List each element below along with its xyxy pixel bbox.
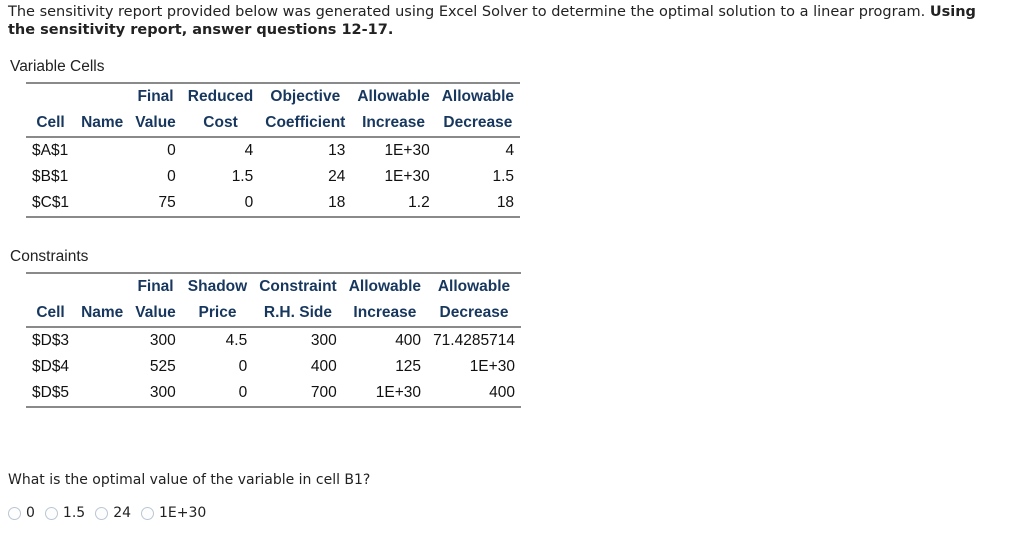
radio-button[interactable] xyxy=(8,507,21,520)
table-row xyxy=(26,354,521,380)
table-cell: 700 xyxy=(253,380,343,407)
table-row xyxy=(26,137,520,164)
table-cell: 0 xyxy=(182,190,259,217)
table-cell: 0 xyxy=(167,142,176,159)
table-cell: 400 xyxy=(427,380,521,407)
constraints-header-row1 xyxy=(26,273,521,300)
table-row xyxy=(26,164,520,190)
table-cell: 1.5 xyxy=(492,168,515,185)
header-cell: Cost xyxy=(182,110,259,137)
header-cell: Increase xyxy=(351,110,435,137)
table-row xyxy=(26,327,521,354)
header-cell: Shadow xyxy=(182,273,253,300)
constraints-title: Constraints xyxy=(10,248,89,265)
header-cell: Allowable xyxy=(351,83,435,110)
option-label: 1.5 xyxy=(62,505,86,521)
table-cell: 300 xyxy=(149,332,176,349)
answer-option-24[interactable] xyxy=(95,505,131,521)
table-cell: 400 xyxy=(395,332,422,349)
radio-button[interactable] xyxy=(141,507,154,520)
table-cell: 400 xyxy=(310,358,337,375)
variable-cells-title: Variable Cells xyxy=(10,58,105,75)
table-cell: $A$1 xyxy=(32,142,69,159)
question-text: What is the optimal value of the variable in cell B1? xyxy=(8,472,371,488)
table-cell xyxy=(75,164,129,190)
table-cell: 1E+30 xyxy=(384,142,430,159)
table-cell: $C$1 xyxy=(26,190,75,217)
table-cell xyxy=(75,190,129,217)
header-cell: Allowable xyxy=(427,273,521,300)
table-cell: 1.5 xyxy=(231,168,254,185)
answer-option-0[interactable] xyxy=(8,505,35,521)
header-cell: Name xyxy=(75,300,129,327)
table-row xyxy=(26,380,521,407)
table-cell: 1.2 xyxy=(351,190,435,217)
table-cell: 0 xyxy=(238,358,248,375)
table-cell: 525 xyxy=(149,358,176,375)
header-cell: Cell xyxy=(26,300,75,327)
header-cell: Coefficient xyxy=(259,110,351,137)
header-cell: Objective xyxy=(259,83,351,110)
table-cell: 71.4285714 xyxy=(433,332,515,349)
table-cell: $B$1 xyxy=(32,168,69,185)
header-cell: Cell xyxy=(26,110,75,137)
header-cell: Constraint xyxy=(253,273,343,300)
option-label: 0 xyxy=(26,505,35,521)
table-cell: 4 xyxy=(505,142,515,159)
option-label: 24 xyxy=(113,505,132,521)
table-cell xyxy=(75,354,129,380)
table-cell xyxy=(75,137,129,164)
header-cell xyxy=(75,83,129,110)
variable-cells-header-row1 xyxy=(26,83,520,110)
header-cell: Final xyxy=(129,273,182,300)
intro-plain: The sensitivity report provided below was generated using Excel Solver to determine the optimal solution to a linear program. xyxy=(8,4,930,20)
intro-bold: Using the sensitivity report, answer questions 12-17. xyxy=(8,4,976,38)
answer-options xyxy=(8,505,216,521)
header-cell: R.H. Side xyxy=(253,300,343,327)
header-cell xyxy=(75,273,129,300)
table-cell: 4.5 xyxy=(225,332,248,349)
radio-button[interactable] xyxy=(45,507,58,520)
header-cell: Decrease xyxy=(427,300,521,327)
intro-text xyxy=(8,3,1008,39)
table-cell: $D$4 xyxy=(32,358,70,375)
constraints-table xyxy=(26,272,521,408)
table-row xyxy=(26,190,520,217)
variable-cells-header-row2 xyxy=(26,110,520,137)
table-cell: 1E+30 xyxy=(469,358,515,375)
header-cell: Allowable xyxy=(343,273,427,300)
table-cell: 1E+30 xyxy=(343,380,427,407)
header-cell xyxy=(26,273,75,300)
header-cell: Final xyxy=(129,83,182,110)
table-cell: 1E+30 xyxy=(384,168,430,185)
header-cell: Value xyxy=(129,300,182,327)
table-cell: 18 xyxy=(259,190,351,217)
table-cell: 13 xyxy=(328,142,346,159)
table-cell: 300 xyxy=(310,332,337,349)
table-cell: $D$5 xyxy=(26,380,75,407)
table-cell: 300 xyxy=(129,380,182,407)
answer-option-1-5[interactable] xyxy=(45,505,85,521)
header-cell: Increase xyxy=(343,300,427,327)
header-cell: Value xyxy=(129,110,182,137)
table-cell: 125 xyxy=(395,358,422,375)
variable-cells-table xyxy=(26,82,520,218)
table-cell: 75 xyxy=(129,190,182,217)
constraints-header-row2 xyxy=(26,300,521,327)
answer-option-1e30[interactable] xyxy=(141,505,206,521)
table-cell: 4 xyxy=(244,142,254,159)
radio-button[interactable] xyxy=(95,507,108,520)
table-cell: 0 xyxy=(167,168,176,185)
header-cell: Decrease xyxy=(436,110,520,137)
header-cell xyxy=(26,83,75,110)
header-cell: Allowable xyxy=(436,83,520,110)
table-cell xyxy=(75,380,129,407)
table-cell: $D$3 xyxy=(32,332,70,349)
table-cell: 24 xyxy=(328,168,346,185)
option-label: 1E+30 xyxy=(159,505,207,521)
header-cell: Price xyxy=(182,300,253,327)
header-cell: Name xyxy=(75,110,129,137)
table-cell xyxy=(75,327,129,354)
table-cell: 0 xyxy=(182,380,253,407)
table-cell: 18 xyxy=(436,190,520,217)
header-cell: Reduced xyxy=(182,83,259,110)
